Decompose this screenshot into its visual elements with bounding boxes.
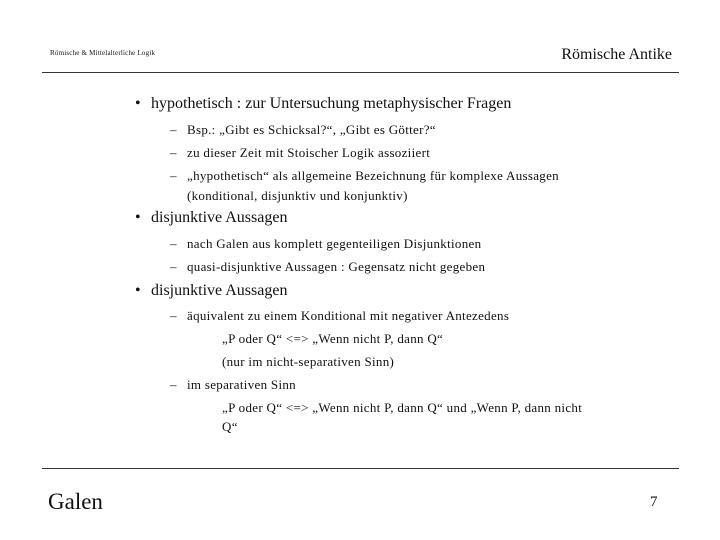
list-item xyxy=(170,259,485,275)
list-item-text: quasi-disjunktive Aussagen : Gegensatz nicht gegeben xyxy=(187,259,486,274)
bullet-dot-icon: • xyxy=(135,95,141,112)
list-item-text: im separativen Sinn xyxy=(187,377,296,392)
page-number: 7 xyxy=(650,494,658,510)
list-item xyxy=(170,145,430,161)
list-item-continuation: (konditional, disjunktiv und konjunktiv) xyxy=(187,188,408,203)
bullet-disjunktive-1 xyxy=(135,209,287,227)
footer-divider xyxy=(42,468,679,469)
header-section-title: Römische Antike xyxy=(561,46,672,63)
footer-topic: Galen xyxy=(48,489,103,514)
bullet-text: hypothetisch : zur Untersuchung metaphysischer Fragen xyxy=(151,95,512,112)
bullet-text: disjunktive Aussagen xyxy=(151,209,288,226)
equivalence-line-continuation: Q“ xyxy=(222,419,238,434)
list-item xyxy=(170,308,509,324)
header-course-title: Römische & Mittelalterliche Logik xyxy=(50,49,156,57)
equivalence-note: (nur im nicht-separativen Sinn) xyxy=(222,354,395,369)
dash-icon: – xyxy=(170,377,177,392)
list-item xyxy=(170,236,481,252)
list-item-text: Bsp.: „Gibt es Schicksal?“, „Gibt es Götter?“ xyxy=(187,122,436,137)
dash-icon: – xyxy=(170,145,177,160)
dash-icon: – xyxy=(170,259,177,274)
header-divider xyxy=(42,72,679,73)
list-item-text: äquivalent zu einem Konditional mit negativer Antezedens xyxy=(187,308,510,323)
list-item-text: „hypothetisch“ als allgemeine Bezeichnung für komplexe Aussagen xyxy=(187,168,559,183)
bullet-text: disjunktive Aussagen xyxy=(151,282,288,299)
list-item xyxy=(170,377,296,393)
bullet-dot-icon: • xyxy=(135,282,141,299)
dash-icon: – xyxy=(170,236,177,251)
equivalence-line: „P oder Q“ <=> „Wenn nicht P, dann Q“ xyxy=(222,331,444,346)
equivalence-line: „P oder Q“ <=> „Wenn nicht P, dann Q“ und „Wenn P, dann nicht xyxy=(222,400,583,415)
dash-icon: – xyxy=(170,122,177,137)
list-item-text: zu dieser Zeit mit Stoischer Logik assoziiert xyxy=(187,145,431,160)
dash-icon: – xyxy=(170,168,177,183)
list-item xyxy=(170,168,559,184)
bullet-hypothetisch xyxy=(135,95,511,113)
dash-icon: – xyxy=(170,308,177,323)
bullet-dot-icon: • xyxy=(135,209,141,226)
list-item xyxy=(170,122,436,138)
list-item-text: nach Galen aus komplett gegenteiligen Disjunktionen xyxy=(187,236,482,251)
bullet-disjunktive-2 xyxy=(135,282,287,300)
